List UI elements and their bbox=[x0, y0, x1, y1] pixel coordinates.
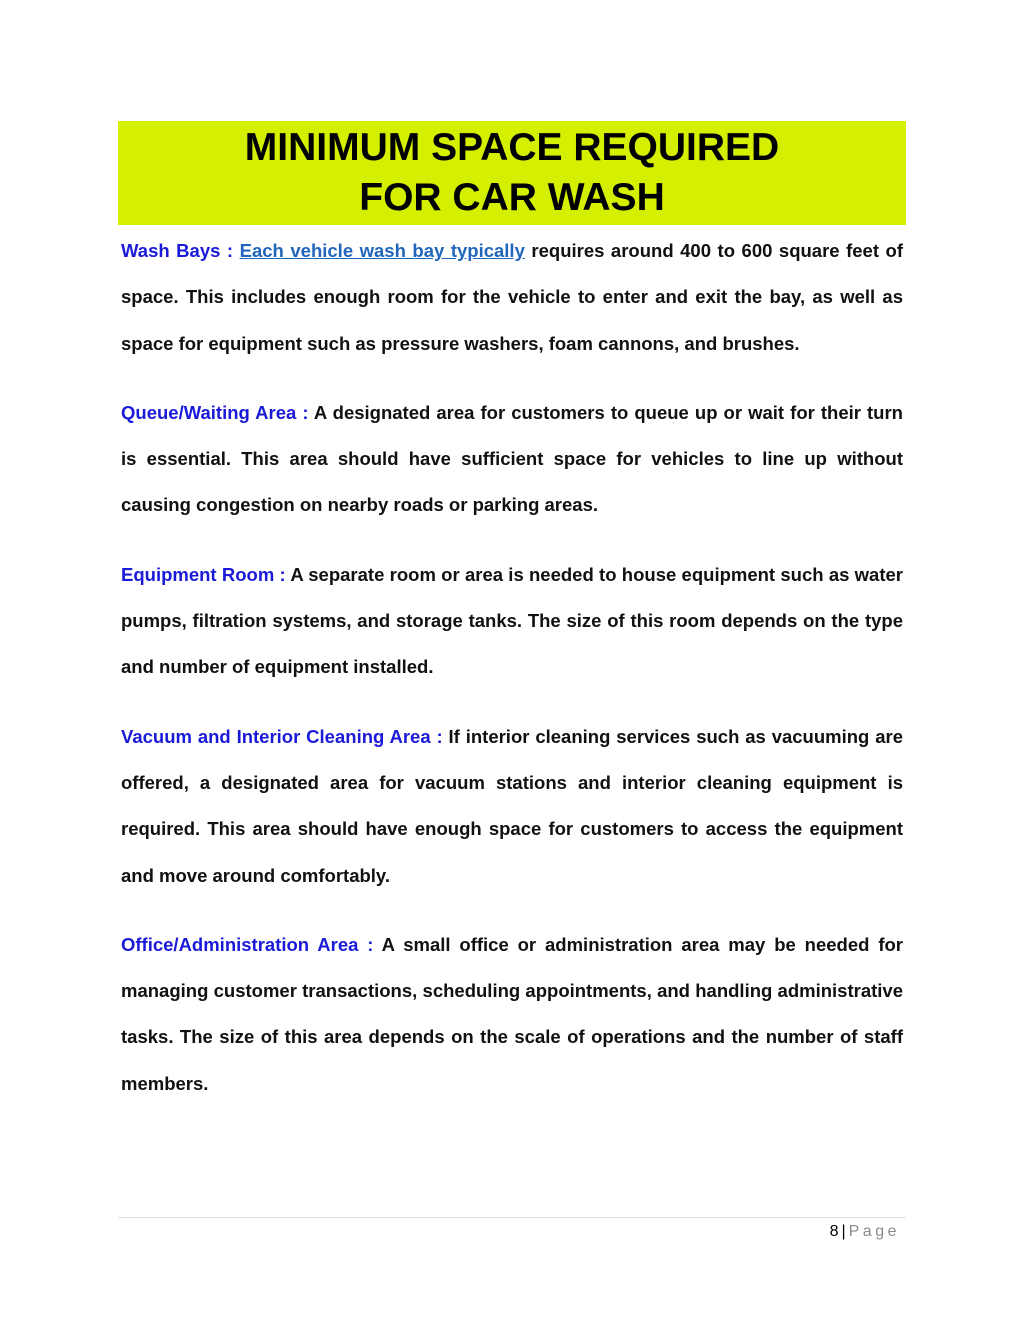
page-word: Page bbox=[848, 1223, 900, 1240]
section-queue-waiting-area bbox=[121, 390, 903, 529]
section-label-office-administration-area: Office/Administration Area : bbox=[121, 933, 382, 955]
section-text-office-administration-area: A small office or administration area may be needed for managing customer transactions, scheduling appointments, and handling administrative tasks. The size of this area depends on the scale of operations and the number of staff members. bbox=[121, 933, 903, 1094]
page-footer bbox=[830, 1221, 900, 1243]
document-body bbox=[121, 228, 903, 1107]
footer-divider bbox=[118, 1217, 906, 1218]
section-text-queue-waiting-area: A designated area for customers to queue up or wait for their turn is essential. This area should have sufficient space for vehicles to line up without causing congestion on nearby roads or parking areas. bbox=[121, 401, 903, 516]
page-title-line-2: FOR CAR WASH bbox=[359, 176, 665, 219]
page-number: 8 bbox=[829, 1223, 839, 1240]
section-equipment-room bbox=[121, 552, 903, 691]
section-vacuum-interior-cleaning-area bbox=[121, 714, 903, 899]
section-label-equipment-room: Equipment Room : bbox=[121, 563, 291, 585]
section-text-vacuum-interior-cleaning-area: If interior cleaning services such as vacuuming are offered, a designated area for vacuum stations and interior cleaning equipment is required. This area should have enough space for customers to access the equipment and move around comfortably. bbox=[121, 725, 903, 886]
section-wash-bays bbox=[121, 228, 903, 367]
page-separator: | bbox=[841, 1223, 846, 1240]
section-label-vacuum-interior-cleaning-area: Vacuum and Interior Cleaning Area : bbox=[121, 725, 449, 747]
section-office-administration-area bbox=[121, 922, 903, 1107]
section-label-queue-waiting-area: Queue/Waiting Area : bbox=[121, 401, 314, 423]
title-banner bbox=[118, 121, 906, 225]
page-title-line-1: MINIMUM SPACE REQUIRED bbox=[244, 126, 780, 169]
section-text-wash-bays: requires around 400 to 600 square feet of space. This includes enough room for the vehicle to enter and exit the bay, as well as space for equipment such as pressure washers, foam cannons, and brushes. bbox=[121, 240, 903, 354]
section-label-wash-bays: Wash Bays : bbox=[121, 240, 240, 261]
section-text-equipment-room: A separate room or area is needed to house equipment such as water pumps, filtration systems, and storage tanks. The size of this room depends on the type and number of equipment installed. bbox=[121, 563, 903, 678]
wash-bay-link[interactable]: Each vehicle wash bay typically bbox=[239, 240, 525, 261]
